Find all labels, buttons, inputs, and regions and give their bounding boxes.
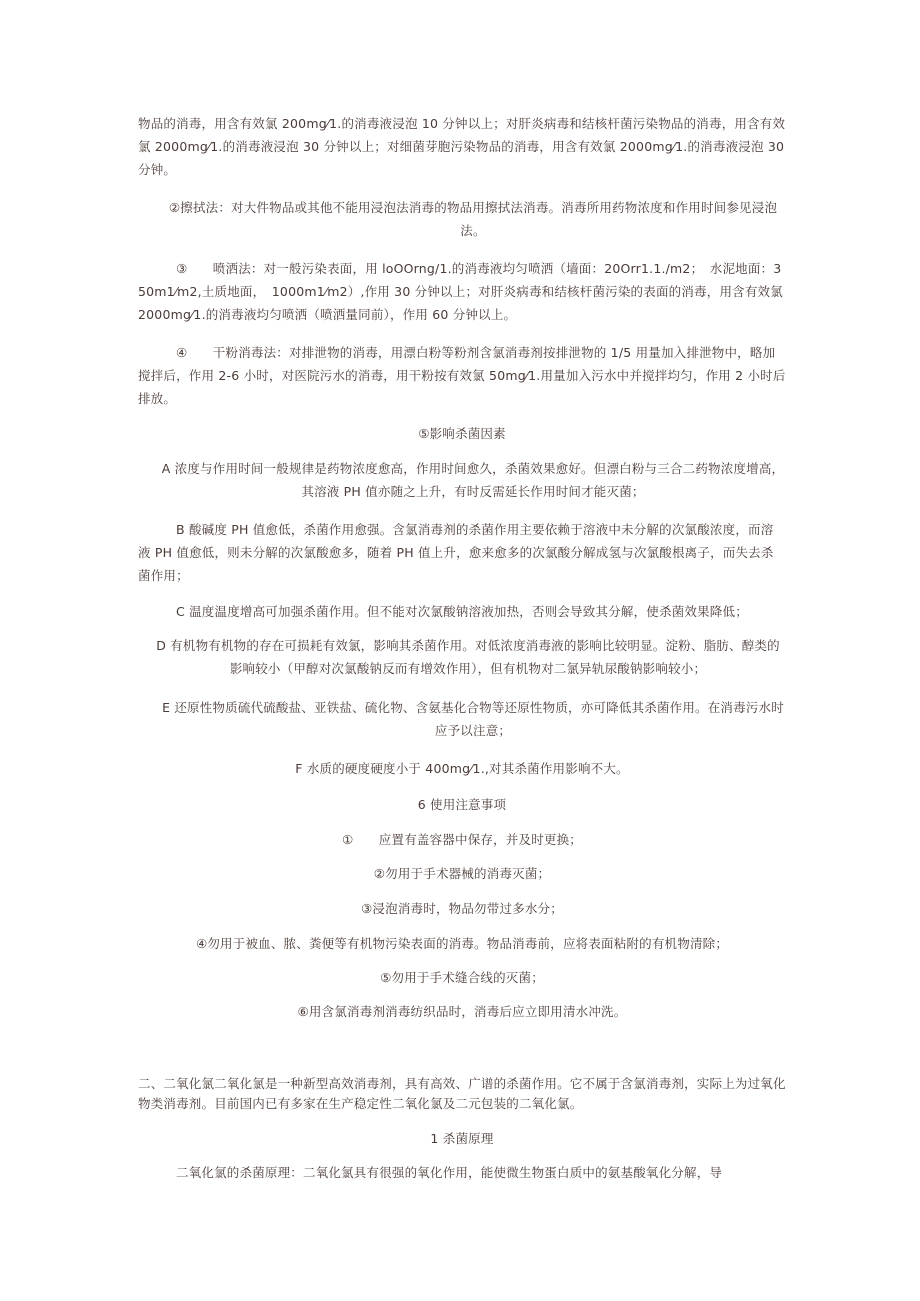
note-item-2: ②勿用于手术器械的消毒灭菌； xyxy=(373,866,551,881)
note-item-4: ④勿用于被血、脓、粪便等有机物污染表面的消毒。物品消毒前，应将表面粘附的有机物清除； xyxy=(195,936,729,951)
heading-usage-notes: 6 使用注意事项 xyxy=(417,797,507,812)
paragraph-factor-d: D 有机物有机物的存在可损耗有效氯，影响其杀菌作用。对低浓度消毒液的影响比较明显。淀粉、脂肪、醇类的影响较小（甲醇对次氯酸钠反而有增效作用），但有机物对二氯异轨尿酸钠影响较小； xyxy=(156,638,780,676)
paragraph-factor-c: C 温度温度增高可加强杀菌作用。但不能对次氯酸钠溶液加热，否则会导致其分解，使杀菌效果降低； xyxy=(176,604,748,619)
note-item-5: ⑤勿用于手术缝合线的灭菌； xyxy=(380,970,544,985)
paragraph-chlorine-dioxide-intro: 二、二氧化氯二氧化氯是一种新型高效消毒剂，具有高效、广谱的杀菌作用。它不属于含氯消毒剂，实际上为过氧化物类消毒剂。目前国内已有多家在生产稳定性二氧化氯及二元包装的二氧化氯。 xyxy=(138,1076,786,1111)
note-item-1: ① 应置有盖容器中保存，并及时更换； xyxy=(341,832,582,847)
paragraph-soak-disinfection: 物品的消毒，用含有效氯 200mg⁄1.的消毒液浸泡 10 分钟以上；对肝炎病毒和结核杆菌污染物品的消毒，用含有效氯 2000mg⁄1.的消毒液浸泡 30 分钟以上；对细菌芽胞污染物品的消毒，用含有效氯 2000mg⁄1.的消毒液浸泡 30 分钟。 xyxy=(138,116,789,177)
heading-bactericidal-principle: 1 杀菌原理 xyxy=(430,1131,494,1146)
paragraph-factor-e: E 还原性物质硫代硫酸盐、亚铁盐、硫化物、含氨基化合物等还原性物质，亦可降低其杀菌作用。在消毒污水时应予以注意； xyxy=(162,700,784,738)
paragraph-bactericidal-principle: 二氧化氯的杀菌原理：二氧化氯具有很强的氧化作用，能使微生物蛋白质中的氨基酸氧化分解，导 xyxy=(176,1165,723,1180)
paragraph-spray-method: ③ 喷洒法：对一般污染表面，用 loOOrng/1.的消毒液均匀喷洒（墙面：20Orr1.1./m2； 水泥地面：350m1⁄m2,土质地面， 1000m1⁄m2）,作用 30 分钟以上；对肝炎病毒和结核杆菌污染的表面的消毒，用含有效氯 2000mg⁄1.的消毒液均匀喷洒（喷洒量同前），作用 60 分钟以上。 xyxy=(138,261,788,322)
paragraph-factor-a: A 浓度与作用时间一般规律是药物浓度愈高，作用时间愈久，杀菌效果愈好。但漂白粉与三合二药物浓度增高，其溶液 PH 值亦随之上升，有时反需延长作用时间才能灭菌； xyxy=(161,461,785,499)
note-item-6: ⑥用含氯消毒剂消毒纺织品时，消毒后应立即用清水冲洗。 xyxy=(297,1004,627,1019)
heading-factors: ⑤影响杀菌因素 xyxy=(418,426,506,441)
paragraph-factor-b: B 酸碱度 PH 值愈低，杀菌作用愈强。含氯消毒剂的杀菌作用主要依赖于溶液中未分解的次氯酸浓度，而溶液 PH 值愈低，则未分解的次氯酸愈多，随着 PH 值上升，愈来愈多的次氯酸分解成氢与次氯酸根离子，而失去杀菌作用； xyxy=(138,522,774,583)
note-item-3: ③浸泡消毒时，物品勿带过多水分； xyxy=(361,901,563,916)
paragraph-wipe-method: ②擦拭法：对大件物品或其他不能用浸泡法消毒的物品用擦拭法消毒。消毒所用药物浓度和作用时间参见浸泡法。 xyxy=(168,200,778,238)
paragraph-factor-f: F 水质的硬度硬度小于 400mg⁄1.,对其杀菌作用影响不大。 xyxy=(295,761,629,776)
paragraph-dry-powder-method: ④ 干粉消毒法：对排泄物的消毒，用漂白粉等粉剂含氯消毒剂按排泄物的 1/5 用量加入排泄物中，略加搅拌后，作用 2-6 小时，对医院污水的消毒，用干粉按有效氯 50mg⁄1.用量加入污水中并搅拌均匀，作用 2 小时后排放。 xyxy=(138,345,786,406)
